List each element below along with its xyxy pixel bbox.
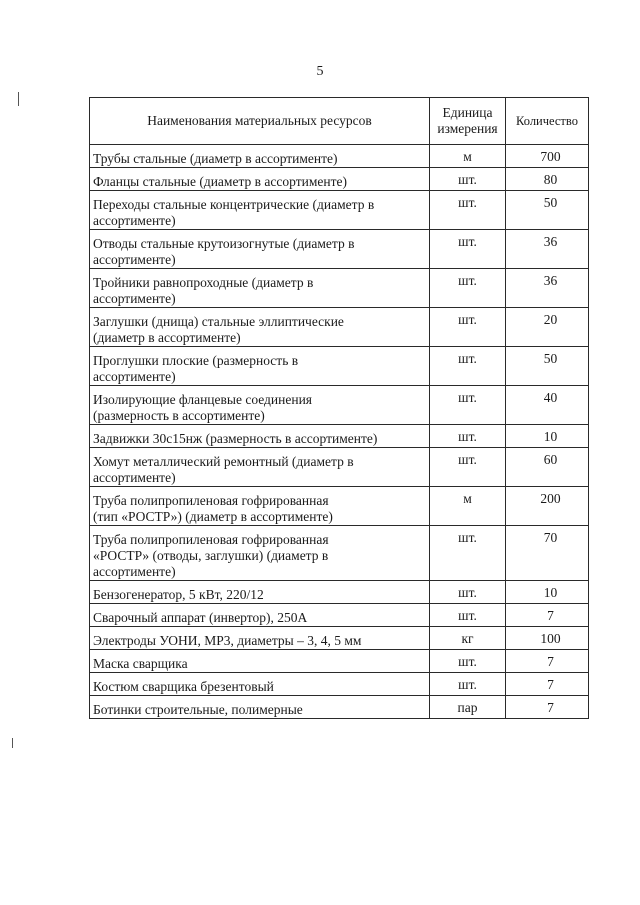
table-row	[90, 604, 589, 627]
table-header-row	[90, 98, 589, 145]
row-qty: 40	[506, 386, 589, 425]
row-unit: шт.	[430, 425, 506, 448]
row-name	[90, 487, 430, 526]
row-qty: 50	[506, 347, 589, 386]
row-qty: 7	[506, 604, 589, 627]
row-unit: шт.	[430, 230, 506, 269]
table-row	[90, 581, 589, 604]
row-name	[90, 269, 430, 308]
row-qty: 7	[506, 696, 589, 719]
row-name-line2: ассортименте)	[93, 470, 176, 485]
header-name: Наименования материальных ресурсов	[90, 98, 430, 145]
row-name: Электроды УОНИ, МР3, диаметры – 3, 4, 5 мм	[90, 627, 430, 650]
row-qty: 36	[506, 269, 589, 308]
row-name-line2: ассортименте)	[93, 252, 176, 267]
row-qty: 10	[506, 581, 589, 604]
row-unit: м	[430, 487, 506, 526]
header-quantity: Количество	[506, 98, 589, 145]
row-name: Трубы стальные (диаметр в ассортименте)	[90, 145, 430, 168]
row-qty: 100	[506, 627, 589, 650]
scan-margin-mark	[18, 92, 19, 106]
row-name	[90, 308, 430, 347]
row-name-line2: ассортименте)	[93, 213, 176, 228]
table-row	[90, 347, 589, 386]
row-name: Фланцы стальные (диаметр в ассортименте)	[90, 168, 430, 191]
row-qty: 70	[506, 526, 589, 581]
table-row	[90, 673, 589, 696]
row-qty: 80	[506, 168, 589, 191]
row-name	[90, 230, 430, 269]
row-unit: шт.	[430, 269, 506, 308]
row-qty: 7	[506, 650, 589, 673]
row-name-line1: Изолирующие фланцевые соединения	[93, 392, 313, 407]
table-row	[90, 696, 589, 719]
row-name-line1: Труба полипропиленовая гофрированная	[93, 532, 329, 547]
row-name-line1: Отводы стальные крутоизогнутые (диаметр в	[93, 236, 355, 251]
row-unit: шт.	[430, 191, 506, 230]
row-name-line2: «РОСТР» (отводы, заглушки) (диаметр в	[93, 548, 329, 563]
table-row	[90, 230, 589, 269]
row-unit: м	[430, 145, 506, 168]
row-name: Ботинки строительные, полимерные	[90, 696, 430, 719]
row-name	[90, 448, 430, 487]
header-unit-line1: Единица	[442, 105, 493, 120]
table-row	[90, 168, 589, 191]
page-number: 5	[316, 64, 324, 79]
row-name: Бензогенератор, 5 кВт, 220/12	[90, 581, 430, 604]
table-row	[90, 526, 589, 581]
row-name-line2: (диаметр в ассортименте)	[93, 330, 241, 345]
row-unit: шт.	[430, 673, 506, 696]
row-qty: 50	[506, 191, 589, 230]
table-row	[90, 191, 589, 230]
row-name-line3: ассортименте)	[93, 564, 176, 579]
row-unit: шт.	[430, 448, 506, 487]
row-qty: 60	[506, 448, 589, 487]
row-name	[90, 191, 430, 230]
table-row	[90, 487, 589, 526]
row-name-line1: Труба полипропиленовая гофрированная	[93, 493, 329, 508]
table-row	[90, 425, 589, 448]
row-name	[90, 386, 430, 425]
row-name: Задвижки 30с15нж (размерность в ассортименте)	[90, 425, 430, 448]
table-row	[90, 386, 589, 425]
scan-margin-mark	[12, 738, 13, 748]
row-name: Костюм сварщика брезентовый	[90, 673, 430, 696]
row-name	[90, 347, 430, 386]
row-name: Маска сварщика	[90, 650, 430, 673]
header-unit-line2: измерения	[437, 121, 498, 136]
row-qty: 700	[506, 145, 589, 168]
row-name-line2: ассортименте)	[93, 291, 176, 306]
row-unit: шт.	[430, 650, 506, 673]
row-unit: шт.	[430, 604, 506, 627]
row-name-line1: Заглушки (днища) стальные эллиптические	[93, 314, 344, 329]
header-unit	[430, 98, 506, 145]
row-name-line1: Тройники равнопроходные (диаметр в	[93, 275, 314, 290]
row-unit: шт.	[430, 347, 506, 386]
row-name-line2: (тип «РОСТР») (диаметр в ассортименте)	[93, 509, 333, 524]
table-row	[90, 448, 589, 487]
row-unit: шт.	[430, 308, 506, 347]
row-unit: кг	[430, 627, 506, 650]
table-row	[90, 650, 589, 673]
table-row	[90, 269, 589, 308]
row-name-line1: Проглушки плоские (размерность в	[93, 353, 299, 368]
table-row	[90, 627, 589, 650]
row-qty: 200	[506, 487, 589, 526]
row-unit: шт.	[430, 526, 506, 581]
row-qty: 7	[506, 673, 589, 696]
row-name	[90, 526, 430, 581]
row-name-line1: Переходы стальные концентрические (диаметр в	[93, 197, 375, 212]
row-name-line2: (размерность в ассортименте)	[93, 408, 265, 423]
row-unit: пар	[430, 696, 506, 719]
row-name: Сварочный аппарат (инвертор), 250А	[90, 604, 430, 627]
row-name-line2: ассортименте)	[93, 369, 176, 384]
row-qty: 20	[506, 308, 589, 347]
row-qty: 10	[506, 425, 589, 448]
table-row	[90, 308, 589, 347]
row-unit: шт.	[430, 581, 506, 604]
table-row	[90, 145, 589, 168]
row-name-line1: Хомут металлический ремонтный (диаметр в	[93, 454, 354, 469]
materials-table	[89, 97, 589, 719]
row-unit: шт.	[430, 386, 506, 425]
row-unit: шт.	[430, 168, 506, 191]
row-qty: 36	[506, 230, 589, 269]
